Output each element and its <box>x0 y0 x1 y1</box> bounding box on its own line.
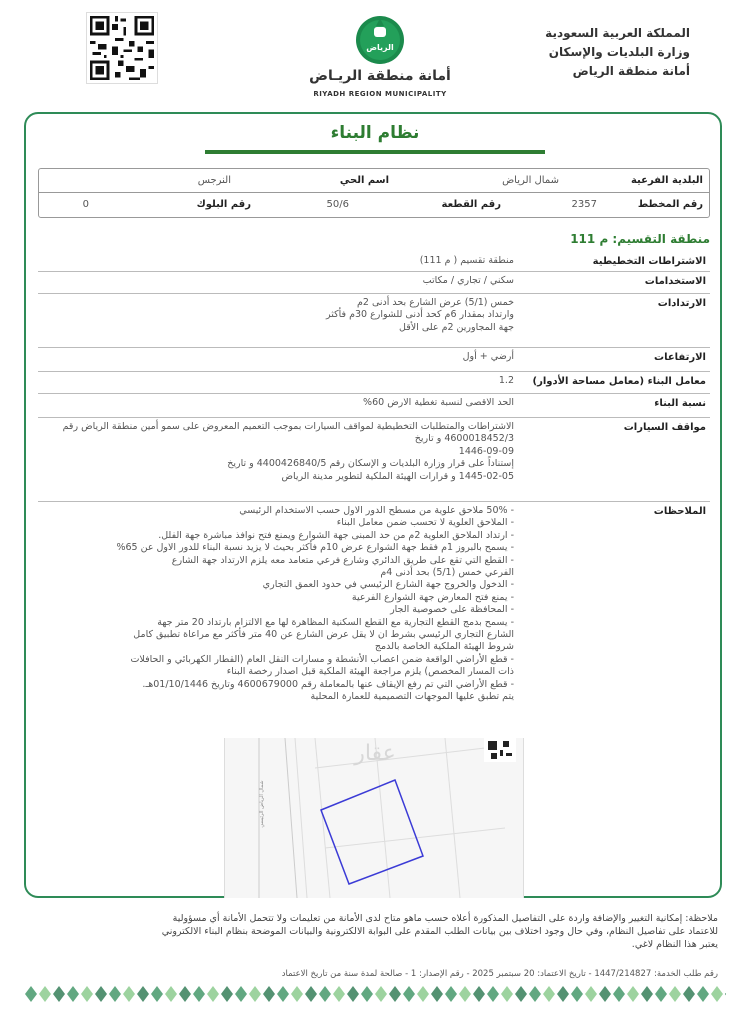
info-row-2 <box>39 193 709 217</box>
requirement-row <box>38 272 710 294</box>
requirement-label: نسبة البناء <box>654 398 706 409</box>
district-label: اسم الحي <box>339 175 389 186</box>
requirement-row <box>38 294 710 348</box>
requirement-line: وارتداد بمقدار 6م كحد أدنى للشوارع 30م فأكثر <box>326 309 514 321</box>
plot-number-value: 50/6 <box>326 199 349 210</box>
requirement-line: الحد الاقصى لنسبة تغطية الارض 60% <box>363 397 514 408</box>
requirement-line: 1446-09-09 <box>458 445 514 457</box>
requirement-line: - قطع الأراضي الواقعة ضمن اعصاب الأنشطة و مسارات النقل العام (القطار الكهربائي و الحافلات <box>130 653 514 665</box>
requirement-label: الارتفاعات <box>654 352 706 363</box>
requirement-label: الارتدادات <box>657 298 706 309</box>
plan-number-value: 2357 <box>571 199 597 210</box>
footer-note-line: للاعتماد على تفاصيل النظام، وفي حال وجود اختلاف بين بيانات الطلب المقدم على البوابة الالكترونية والبيانات الموضحة بنظام البناء الالكتروني <box>161 926 718 937</box>
map-qr-icon <box>484 738 516 762</box>
requirement-value <box>44 297 514 334</box>
requirement-line: - ارتداد الملاحق العلوية 2م من حد المبنى جهة الشوارع ويمنع فتح نوافذ مباشرة جهة الفلل. <box>158 529 514 541</box>
requirement-line: - قطع الأراضي التي تم رفع الإيقاف عنها بالمعاملة رقم 4600679000 وتاريخ 01/10/1446هـ. <box>142 678 514 690</box>
requirement-row <box>38 252 710 272</box>
qr-code <box>86 12 158 84</box>
site-map-drawing <box>225 738 524 898</box>
requirement-row <box>38 418 710 502</box>
requirement-line: إستناداً على قرار وزارة البلديات و الإسكان رقم 4400426840/5 و تاريخ <box>227 458 514 470</box>
requirement-label: الاشتراطات التخطيطية <box>592 256 706 267</box>
requirement-row <box>38 502 710 734</box>
requirement-line: يتم تطبق عليها الموجهات التصميمية للعمارة المحلية <box>310 691 514 703</box>
block-number-label: رقم البلوك <box>196 199 251 210</box>
requirement-line: - يسمح بدمج القطع التجارية مع القطع السكنية المظاهرة لها مع الالتزام بارتداد 20 متر جهة <box>157 616 514 628</box>
requirement-line: شروط الهيئة الملكية الخاصة بالدمج <box>374 641 514 653</box>
requirement-line: - 50% ملاحق علوية من مسطح الدور الاول حسب الاستخدام الرئيسي <box>239 505 514 516</box>
footer-disclaimer <box>38 912 718 951</box>
logo-english-name: RIYADH REGION MUNICIPALITY <box>313 90 447 98</box>
footer-note-line: ملاحظة: إمكانية التغيير والإضافة واردة على التفاصيل المذكورة أعلاه حسب ماهو متاح لدى الأمانة من تعليمات ولا تتحمل الأمانة أي مسؤولية <box>172 913 718 924</box>
document-title: نظام البناء <box>205 116 545 154</box>
logo-arabic-name: أمانة منطقة الريـاض <box>309 68 451 84</box>
district-value: النرجس <box>197 175 231 186</box>
requirement-line: جهة المجاورين 2م على الأقل <box>399 321 514 333</box>
ministry-name: وزارة البلديات والإسكان <box>548 45 690 59</box>
municipality-name: أمانة منطقة الرياض <box>572 64 690 78</box>
requirement-value <box>44 351 514 363</box>
requirement-line: الفرعي خمس (5/1) بحد أدنى 4م <box>380 567 514 579</box>
requirement-label: الاستخدامات <box>644 276 706 287</box>
block-number-value: 0 <box>82 199 89 210</box>
site-map <box>224 738 524 898</box>
footer-note-line: يعتبر هذا النظام لاغي. <box>631 939 718 950</box>
sub-municipality-label: البلدية الفرعية <box>630 175 703 186</box>
plot-number-label: رقم القطعة <box>441 199 501 210</box>
plan-number-label: رقم المخطط <box>637 199 703 210</box>
requirement-value <box>44 275 514 287</box>
requirement-line: منطقة تقسيم ( م 111) <box>419 255 514 266</box>
riyadh-municipality-logo <box>340 10 420 66</box>
requirement-line: الشارع التجاري الرئيسي بشرط ان لا يقل عرض الشارع عن 40 متر فأكثر مع مراعاة تطبيق كامل <box>133 629 514 641</box>
requirement-line: - يسمح بالبروز 1م فقط جهة الشوارع عرض 10م فأكثر بحيث لا يزيد نسبة البناء للدور الاول عن 65% <box>116 542 514 554</box>
service-request-meta: رقم طلب الخدمة: 1447/214827 - تاريخ الاعتماد: 20 سبتمبر 2025 - رقم الإصدار: 1 - صالحة لمدة سنة من تاريخ الاعتماد <box>281 969 718 979</box>
requirement-line: - المحافظة على خصوصية الجار <box>390 604 514 616</box>
requirement-line: ذات المسار المخصص) يلزم مراجعة الهيئة الملكية قبل اصدار رخصة البناء <box>226 666 514 678</box>
zone-title: منطقة التقسيم: م 111 <box>570 232 710 246</box>
plot-info-box <box>38 168 710 218</box>
requirement-line: - الدخول والخروج جهة الشارع الرئيسي في حدود العمق التجاري <box>262 579 514 591</box>
sub-municipality-value: شمال الرياض <box>502 175 559 186</box>
requirement-value <box>44 421 514 483</box>
requirement-line: سكني / تجاري / مكاتب <box>422 275 514 286</box>
requirement-row <box>38 348 710 372</box>
requirement-line: أرضي + أول <box>462 351 514 362</box>
requirement-line: 1.2 <box>498 375 514 386</box>
map-watermark: عقار <box>354 741 396 766</box>
requirement-line: - القطع التي تقع على طريق الدائري وشارع فرعي متعامد معه يلزم الارتداد جهة الشارع <box>171 554 514 566</box>
decorative-footer-pattern <box>24 984 726 1004</box>
requirement-line: - الملاحق العلوية لا تحسب ضمن معامل البناء <box>336 517 514 529</box>
requirement-row <box>38 394 710 418</box>
logo-inner-text: الرياض <box>366 43 394 52</box>
requirement-value <box>44 375 514 387</box>
requirement-value <box>44 505 514 704</box>
requirement-label: مواقف السيارات <box>623 422 706 433</box>
requirement-value <box>44 397 514 409</box>
info-row-1 <box>39 169 709 193</box>
requirement-value <box>44 255 514 267</box>
issuer-block <box>470 24 690 81</box>
requirement-line: 1445-02-05 و قرارات الهيئة الملكية لتطوير مدينة الرياض <box>281 470 514 482</box>
requirement-line: خمس (5/1) عرض الشارع بحد أدنى 2م <box>357 297 514 308</box>
map-street-label: شمال الرياض الرئيسي <box>259 780 265 828</box>
requirement-line: الاشتراطات والمتطلبات التخطيطية لمواقف السيارات بموجب التعميم المعروض على سمو أمين منطقة الرياض رقم 4600018452/3 و تاريخ <box>62 421 514 445</box>
requirement-label: معامل البناء (معامل مساحة الأدوار) <box>532 376 706 387</box>
requirement-row <box>38 372 710 394</box>
country-name: المملكة العربية السعودية <box>545 26 690 40</box>
requirement-line: - يمنع فتح المعارض جهة الشوارع الفرعية <box>351 591 514 603</box>
requirement-label: الملاحظات <box>653 506 706 517</box>
